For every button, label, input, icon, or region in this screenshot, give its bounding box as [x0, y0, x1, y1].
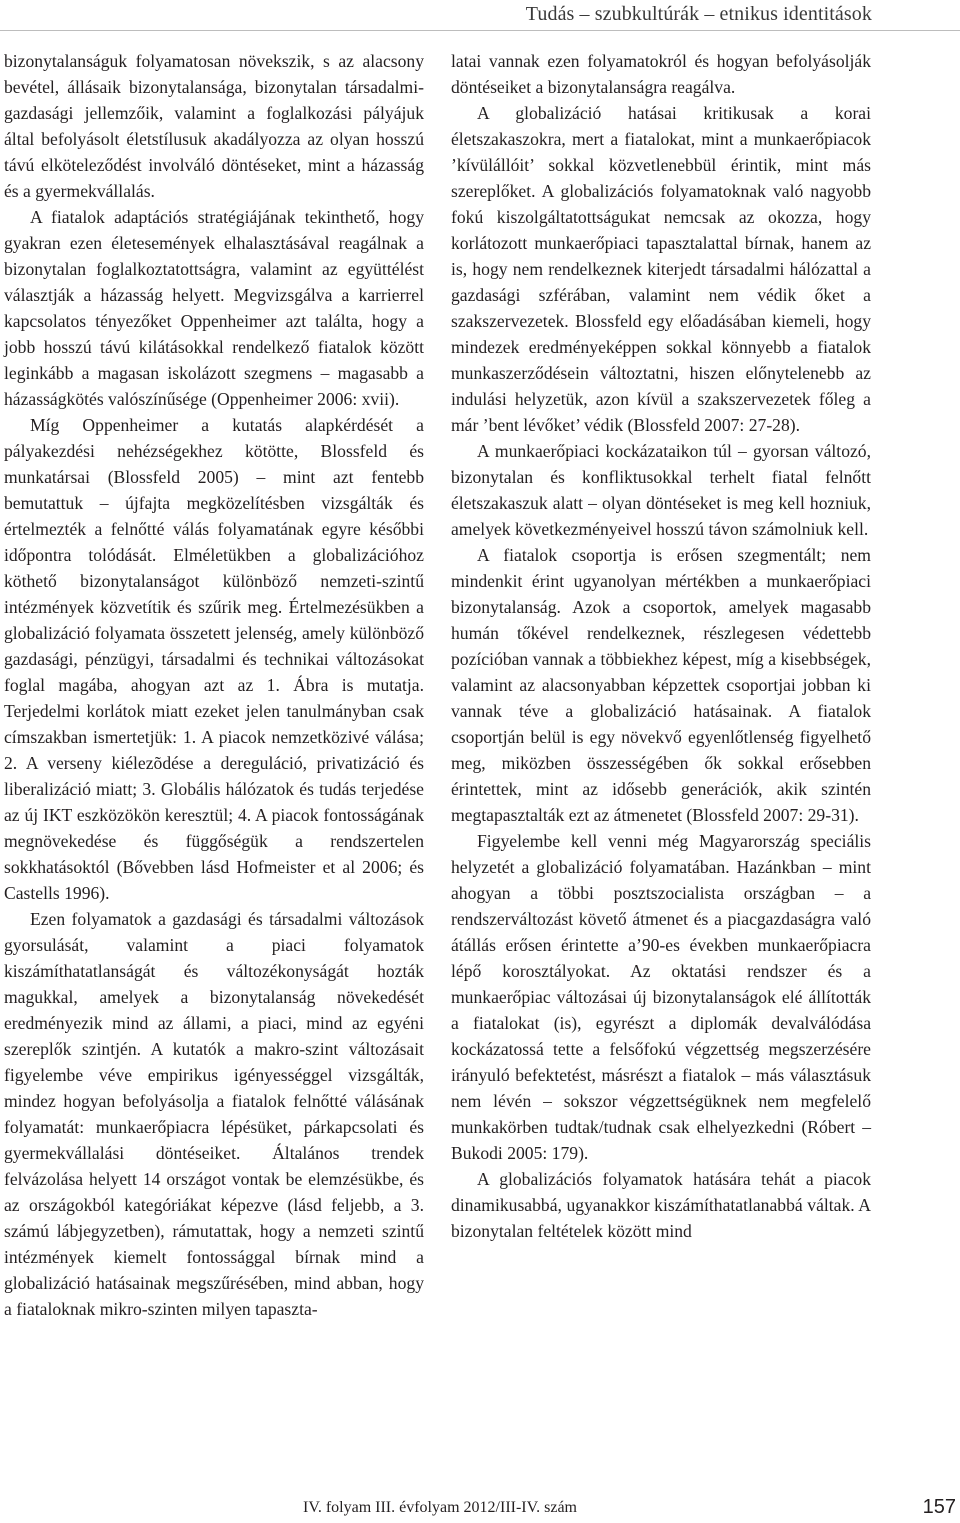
page-footer: [0, 1498, 960, 1522]
right-paragraph-6: A globalizációs folyamatok hatására tehát a piacok dinamikusabbá, ugyanakkor kiszámíthatatlanabbá váltak. A bizonytalan feltételek között mind: [451, 1169, 871, 1241]
journal-issue: IV. folyam III. évfolyam 2012/III-IV. szám: [303, 1499, 577, 1516]
right-paragraph-4: A fiatalok csoportja is erősen szegmentált; nem mindenkit érint ugyanolyan mértékben a munkaerőpiaci bizonytalanság. Azok a csoportok, amelyek magasabb humán tőkével rendelkeznek, részlegesen védettebb pozícióban vannak a többiekhez képest, míg a kisebbségek, valamint az alacsonyabban képzettek csoportjai jobban ki vannak téve a globalizáció hatásainak. A fiatalok csoportján belül is egy növekvő egyenlőtlenség figyelhető meg, miközben összességében ők sokkal erősebben érintettek, mint az idősebb generációk, akik szintén megtapasztalták ezt az átmenetet (Blossfeld 2007: 29-31).: [451, 545, 871, 825]
right-paragraph-5: Figyelembe kell venni még Magyarország speciális helyzetét a globalizáció folyamatában. Hazánkban – mint ahogyan a többi posztszocialista országban – a rendszerváltozást követő átmenet és a piacgazdaságra való átállás erősen érintette a’90-es években munkaerőpiacra lépő korosztályokat. Az oktatási rendszer és a munkaerőpiac változásai új bizonytalanságok elé állították a fiatalokat (is), egyrészt a diplomák devalválódása kockázatossá tette a felsőfokú végzettség megszerzésére irányuló befektetést, másrészt a fiatalok – más választásuk nem lévén – sokszor végzettségüknek nem megfelelő munkakörben tudtak/tudnak csak elhelyezkedni (Róbert – Bukodi 2005: 179).: [451, 831, 871, 1163]
header-rule: [0, 30, 960, 31]
running-header: Tudás – szubkultúrák – etnikus identitások: [525, 3, 872, 25]
left-column: [4, 48, 424, 1322]
page-number: 157: [922, 1496, 956, 1518]
left-paragraph-1: bizonytalanságuk folyamatosan növekszik, s az alacsony bevétel, állásaik bizonytalansága, bizonytalan társadalmi-gazdasági jellemzőik, valamint a foglalkozási pályájuk által befolyásolt életstílusuk akadályozza az olyan hosszú távú elköteleződést involváló döntéseket, mint a házasság és a gyermekvállalás.: [4, 51, 424, 201]
left-paragraph-4: Ezen folyamatok a gazdasági és társadalmi változások gyorsulását, valamint a piaci folyamatok kiszámíthatatlanságát és változékonyságát hozták magukkal, amelyek a bizonytalanság növekedését eredményezik mind az állami, a piaci, mind az egyéni szereplők szintjén. A kutatók a makro-szint változásait figyelembe véve empirikus igényességgel vizsgálták, mindez hogyan befolyásolja a fiatalok felnőtté válásának folyamatát: munkaerőpiacra lépésüket, párkapcsolati és gyermekvállalási döntéseiket. Általános trendek felvázolása helyett 14 országot vontak be elemzésükbe, és az országokból kategóriákat képezve (lásd feljebb, a 3. számú lábjegyzetben), rámutattak, hogy a nemzeti szintű intézmények kiemelt fontossággal bírnak mind a globalizáció hatásainak megszűrésében, mind abban, hogy a fiataloknak mikro-szinten milyen tapaszta-: [4, 909, 424, 1319]
left-paragraph-2: A fiatalok adaptációs stratégiájának tekinthető, hogy gyakran ezen életesemények elhalasztásával reagálnak a bizonytalan foglalkoztatottságra, valamint az együttélést választják a házasság helyett. Megvizsgálva a karrierrel kapcsolatos tényezőket Oppenheimer azt találta, hogy a jobb hosszú távú kilátásokkal rendelkező fiatalok között leginkább a magasan iskolázott szegmens – magasabb a házasságkötés valószínűsége (Oppenheimer 2006: xvii).: [4, 207, 424, 409]
left-paragraph-3: Míg Oppenheimer a kutatás alapkérdését a pályakezdési nehézségekhez kötötte, Blossfeld és munkatársai (Blossfeld 2005) – mint azt fentebb bemutattuk – újfajta megközelítésben vizsgálták és értelmezték a felnőtté válás folyamatának egyre későbbi időpontra tolódását. Elméletükben a globalizációhoz köthető bizonytalanságot különböző nemzeti-szintű intézmények közvetítik és szűrik meg. Értelmezésükben a globalizáció folyamata összetett jelenség, amely különböző gazdasági, pénzügyi, társadalmi és technikai változásokat foglal magába, ahogyan azt az 1. Ábra is mutatja. Terjedelmi korlátok miatt ezeket jelen tanulmányban csak címszakban ismertetjük: 1. A piacok nemzetközivé válása; 2. A verseny kiélezõdése a dereguláció, privatizáció és liberalizáció miatt; 3. Globális hálózatok és tudás terjedése az új IKT eszközökön keresztül; 4. A piacok fontosságának megnövekedése és függőségük a rendszertelen sokkhatásoktól (Bővebben lásd Hofmeister et al 2006; és Castells 1996).: [4, 415, 424, 903]
right-column: [451, 48, 871, 1244]
right-paragraph-1: latai vannak ezen folyamatokról és hogyan befolyásolják döntéseiket a bizonytalanságra reagálva.: [451, 51, 871, 97]
right-paragraph-2: A globalizáció hatásai kritikusak a korai életszakaszokra, mert a fiatalokat, mint a munkaerőpiacok ’kívülállóit’ sokkal közvetlenebbül érintik, mint más szereplőket. A globalizációs folyamatoknak való nagyobb fokú kiszolgáltatottságukat nemcsak az okozza, hogy korlátozott munkaerőpiaci tapasztalattal bírnak, hanem az is, hogy nem rendelkeznek kiterjedt társadalmi hálózattal a gazdasági szférában, valamint nem védik őket a szakszervezetek. Blossfeld egy előadásában kiemeli, hogy mindezek eredményeképpen sokkal könnyebb a fiatalok munkaszerződésein változtatni, hiszen előnytelenebb az indulási helyzetük, azon kívül a szakszervezetek főleg a már ’bent lévőket’ védik (Blossfeld 2007: 27-28).: [451, 103, 871, 435]
right-paragraph-3: A munkaerőpiaci kockázataikon túl – gyorsan változó, bizonytalan és konfliktusokkal terhelt fiatal felnőtt életszakaszuk alatt – olyan döntéseket is meg kell hozniuk, amelyek következményeivel hosszú távon számolniuk kell.: [451, 441, 871, 539]
